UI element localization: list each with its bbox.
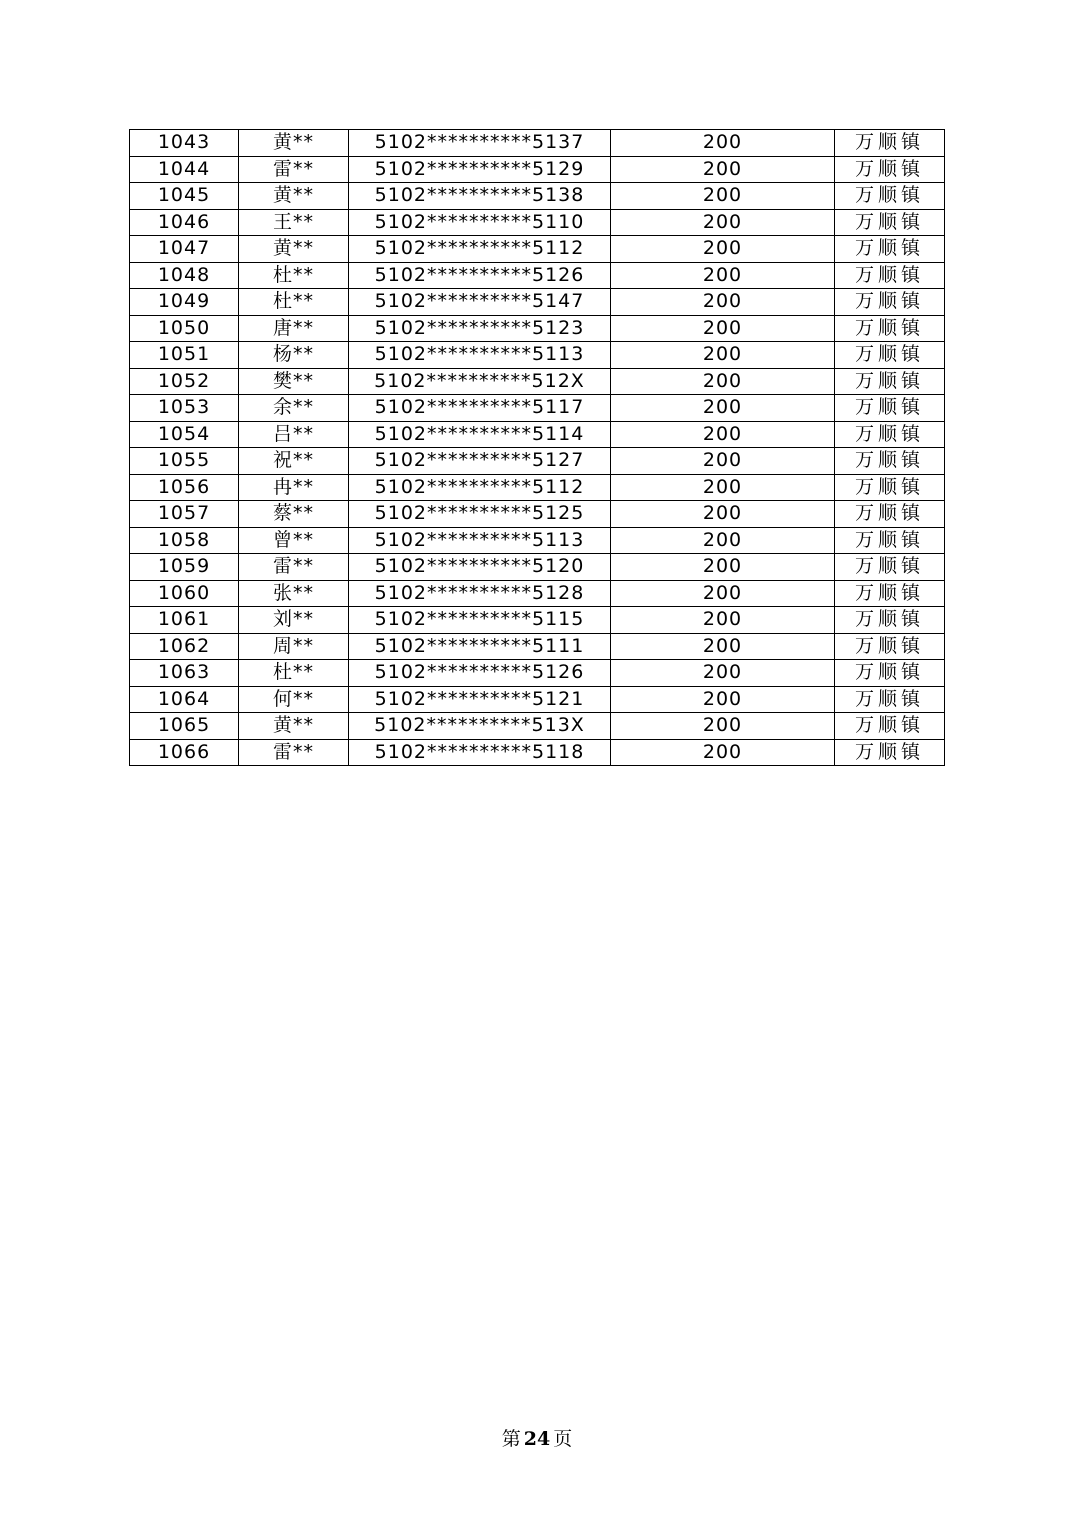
id-number-cell: 5102**********512X <box>349 368 611 395</box>
table-row <box>130 527 945 554</box>
row-number-cell: 1047 <box>130 236 239 263</box>
row-number-cell: 1056 <box>130 474 239 501</box>
name-cell: 王** <box>239 209 349 236</box>
table-row <box>130 156 945 183</box>
id-number-cell: 5102**********5123 <box>349 315 611 342</box>
table-row <box>130 739 945 766</box>
town-cell: 万顺镇 <box>835 660 945 687</box>
table-row <box>130 660 945 687</box>
roster-table <box>129 129 945 766</box>
amount-cell: 200 <box>611 501 835 528</box>
name-cell: 黄** <box>239 713 349 740</box>
amount-cell: 200 <box>611 474 835 501</box>
town-cell: 万顺镇 <box>835 368 945 395</box>
id-number-cell: 5102**********5110 <box>349 209 611 236</box>
town-cell: 万顺镇 <box>835 554 945 581</box>
table-row <box>130 421 945 448</box>
id-number-cell: 5102**********5126 <box>349 262 611 289</box>
id-number-cell: 5102**********5138 <box>349 183 611 210</box>
id-number-cell: 5102**********5128 <box>349 580 611 607</box>
row-number-cell: 1049 <box>130 289 239 316</box>
name-cell: 祝** <box>239 448 349 475</box>
amount-cell: 200 <box>611 527 835 554</box>
town-cell: 万顺镇 <box>835 209 945 236</box>
row-number-cell: 1044 <box>130 156 239 183</box>
amount-cell: 200 <box>611 448 835 475</box>
row-number-cell: 1063 <box>130 660 239 687</box>
amount-cell: 200 <box>611 209 835 236</box>
name-cell: 黄** <box>239 236 349 263</box>
row-number-cell: 1062 <box>130 633 239 660</box>
town-cell: 万顺镇 <box>835 686 945 713</box>
town-cell: 万顺镇 <box>835 474 945 501</box>
row-number-cell: 1065 <box>130 713 239 740</box>
id-number-cell: 5102**********5113 <box>349 342 611 369</box>
town-cell: 万顺镇 <box>835 342 945 369</box>
row-number-cell: 1050 <box>130 315 239 342</box>
roster-table-body <box>130 130 945 766</box>
town-cell: 万顺镇 <box>835 633 945 660</box>
town-cell: 万顺镇 <box>835 130 945 157</box>
amount-cell: 200 <box>611 607 835 634</box>
name-cell: 唐** <box>239 315 349 342</box>
amount-cell: 200 <box>611 130 835 157</box>
name-cell: 杜** <box>239 660 349 687</box>
table-row <box>130 448 945 475</box>
name-cell: 雷** <box>239 156 349 183</box>
amount-cell: 200 <box>611 315 835 342</box>
row-number-cell: 1053 <box>130 395 239 422</box>
name-cell: 樊** <box>239 368 349 395</box>
table-row <box>130 183 945 210</box>
town-cell: 万顺镇 <box>835 183 945 210</box>
amount-cell: 200 <box>611 660 835 687</box>
amount-cell: 200 <box>611 156 835 183</box>
page-footer-prefix: 第 <box>501 1428 521 1450</box>
town-cell: 万顺镇 <box>835 527 945 554</box>
town-cell: 万顺镇 <box>835 395 945 422</box>
name-cell: 曾** <box>239 527 349 554</box>
town-cell: 万顺镇 <box>835 580 945 607</box>
amount-cell: 200 <box>611 713 835 740</box>
id-number-cell: 5102**********5111 <box>349 633 611 660</box>
id-number-cell: 5102**********5114 <box>349 421 611 448</box>
table-row <box>130 342 945 369</box>
id-number-cell: 5102**********5127 <box>349 448 611 475</box>
table-row <box>130 209 945 236</box>
row-number-cell: 1054 <box>130 421 239 448</box>
id-number-cell: 5102**********5113 <box>349 527 611 554</box>
name-cell: 蔡** <box>239 501 349 528</box>
id-number-cell: 5102**********5120 <box>349 554 611 581</box>
id-number-cell: 5102**********5125 <box>349 501 611 528</box>
row-number-cell: 1059 <box>130 554 239 581</box>
row-number-cell: 1060 <box>130 580 239 607</box>
amount-cell: 200 <box>611 421 835 448</box>
town-cell: 万顺镇 <box>835 156 945 183</box>
id-number-cell: 5102**********5129 <box>349 156 611 183</box>
town-cell: 万顺镇 <box>835 739 945 766</box>
row-number-cell: 1057 <box>130 501 239 528</box>
row-number-cell: 1043 <box>130 130 239 157</box>
id-number-cell: 5102**********5117 <box>349 395 611 422</box>
town-cell: 万顺镇 <box>835 315 945 342</box>
page-footer-suffix: 页 <box>553 1428 573 1450</box>
amount-cell: 200 <box>611 368 835 395</box>
name-cell: 何** <box>239 686 349 713</box>
amount-cell: 200 <box>611 739 835 766</box>
name-cell: 杜** <box>239 262 349 289</box>
amount-cell: 200 <box>611 686 835 713</box>
name-cell: 雷** <box>239 739 349 766</box>
table-row <box>130 713 945 740</box>
town-cell: 万顺镇 <box>835 236 945 263</box>
town-cell: 万顺镇 <box>835 448 945 475</box>
row-number-cell: 1061 <box>130 607 239 634</box>
town-cell: 万顺镇 <box>835 501 945 528</box>
name-cell: 冉** <box>239 474 349 501</box>
table-row <box>130 130 945 157</box>
name-cell: 余** <box>239 395 349 422</box>
id-number-cell: 5102**********5115 <box>349 607 611 634</box>
table-row <box>130 368 945 395</box>
row-number-cell: 1064 <box>130 686 239 713</box>
town-cell: 万顺镇 <box>835 421 945 448</box>
name-cell: 张** <box>239 580 349 607</box>
name-cell: 刘** <box>239 607 349 634</box>
amount-cell: 200 <box>611 395 835 422</box>
town-cell: 万顺镇 <box>835 607 945 634</box>
table-row <box>130 633 945 660</box>
id-number-cell: 5102**********5118 <box>349 739 611 766</box>
amount-cell: 200 <box>611 289 835 316</box>
amount-cell: 200 <box>611 342 835 369</box>
row-number-cell: 1055 <box>130 448 239 475</box>
amount-cell: 200 <box>611 183 835 210</box>
name-cell: 黄** <box>239 130 349 157</box>
amount-cell: 200 <box>611 262 835 289</box>
amount-cell: 200 <box>611 580 835 607</box>
table-row <box>130 554 945 581</box>
row-number-cell: 1058 <box>130 527 239 554</box>
name-cell: 黄** <box>239 183 349 210</box>
table-row <box>130 262 945 289</box>
table-row <box>130 607 945 634</box>
row-number-cell: 1066 <box>130 739 239 766</box>
town-cell: 万顺镇 <box>835 713 945 740</box>
id-number-cell: 5102**********5112 <box>349 236 611 263</box>
table-row <box>130 580 945 607</box>
row-number-cell: 1048 <box>130 262 239 289</box>
table-row <box>130 289 945 316</box>
id-number-cell: 5102**********513X <box>349 713 611 740</box>
row-number-cell: 1051 <box>130 342 239 369</box>
name-cell: 吕** <box>239 421 349 448</box>
id-number-cell: 5102**********5147 <box>349 289 611 316</box>
table-row <box>130 474 945 501</box>
id-number-cell: 5102**********5121 <box>349 686 611 713</box>
table-row <box>130 315 945 342</box>
town-cell: 万顺镇 <box>835 289 945 316</box>
id-number-cell: 5102**********5137 <box>349 130 611 157</box>
name-cell: 杜** <box>239 289 349 316</box>
amount-cell: 200 <box>611 633 835 660</box>
table-row <box>130 236 945 263</box>
row-number-cell: 1046 <box>130 209 239 236</box>
row-number-cell: 1045 <box>130 183 239 210</box>
id-number-cell: 5102**********5126 <box>349 660 611 687</box>
name-cell: 周** <box>239 633 349 660</box>
amount-cell: 200 <box>611 236 835 263</box>
id-number-cell: 5102**********5112 <box>349 474 611 501</box>
town-cell: 万顺镇 <box>835 262 945 289</box>
name-cell: 杨** <box>239 342 349 369</box>
table-row <box>130 686 945 713</box>
page-number: 24 <box>523 1428 551 1450</box>
row-number-cell: 1052 <box>130 368 239 395</box>
table-row <box>130 395 945 422</box>
table-row <box>130 501 945 528</box>
name-cell: 雷** <box>239 554 349 581</box>
amount-cell: 200 <box>611 554 835 581</box>
page-footer <box>0 1426 1074 1452</box>
